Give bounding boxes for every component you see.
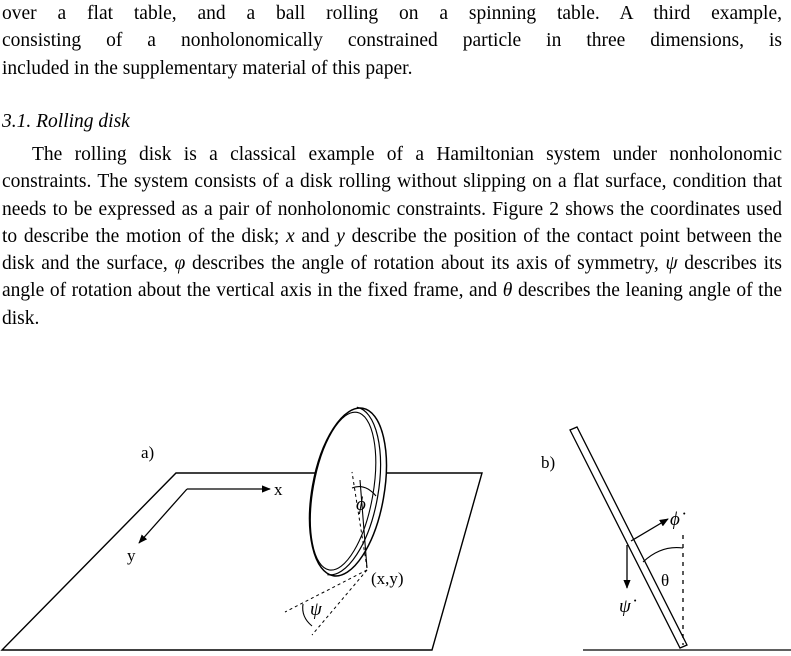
y-axis-arrow xyxy=(139,489,187,543)
intro-paragraph xyxy=(2,0,782,82)
intro-line-1: over a flat table, and a ball rolling on a spinning table. A third example, xyxy=(2,3,782,24)
intro-line-3: included in the supplementary material of this paper. xyxy=(2,57,413,79)
body-text-5: describes the leaning angle of the disk. xyxy=(2,280,782,329)
phi-dot-arrow xyxy=(631,519,668,541)
panel-b-label: b) xyxy=(541,453,556,472)
psi-dot-label: ψ̇ xyxy=(619,596,631,617)
rolling-disk-figure xyxy=(0,400,791,656)
theta-label: θ xyxy=(661,571,670,590)
x-axis-label: x xyxy=(274,480,283,499)
body-text-and: and xyxy=(294,225,337,247)
body-text-1: The rolling disk is a classical example of a Hamiltonian system under nonholonomic constraints. The system consists of a disk rolling without slipping on a flat surface, condition that needs to be expressed as a pair of nonholonomic constraints. Figure 2 shows the coordinates used to describe the motion of the disk; xyxy=(2,144,782,247)
panel-a-label: a) xyxy=(141,443,155,462)
body-text-4: describes its angle of rotation about the vertical axis in the fixed frame, and xyxy=(2,253,782,302)
flat-surface xyxy=(2,473,482,650)
section-number: 3.1. xyxy=(2,111,32,132)
panel-a xyxy=(2,402,482,650)
phi-label: ϕ xyxy=(356,494,366,515)
theta-arc xyxy=(643,548,683,562)
math-theta: θ xyxy=(502,280,513,302)
section-title: Rolling disk xyxy=(36,111,130,132)
disk xyxy=(298,402,398,582)
body-text-2: describe the position of the contact point between the disk and the surface, xyxy=(2,225,783,275)
body-text-3: describes the angle of rotation about its axis of symmetry, xyxy=(185,253,666,275)
phi-dot-label: ϕ̇ xyxy=(670,509,680,530)
panel-b xyxy=(541,427,791,650)
math-psi: ψ xyxy=(665,253,678,275)
y-axis-label: y xyxy=(127,546,136,565)
math-phi: φ xyxy=(174,253,186,275)
contact-point-label: (x,y) xyxy=(371,569,404,588)
section-heading xyxy=(2,111,130,133)
psi-label: ψ xyxy=(310,599,322,620)
psi-line-1 xyxy=(285,570,367,612)
math-y: y xyxy=(336,225,345,247)
math-x: x xyxy=(286,225,295,247)
intro-line-2: consisting of a nonholonomically constrained particle in three dimensions, is xyxy=(2,30,782,52)
body-paragraph xyxy=(2,141,782,332)
